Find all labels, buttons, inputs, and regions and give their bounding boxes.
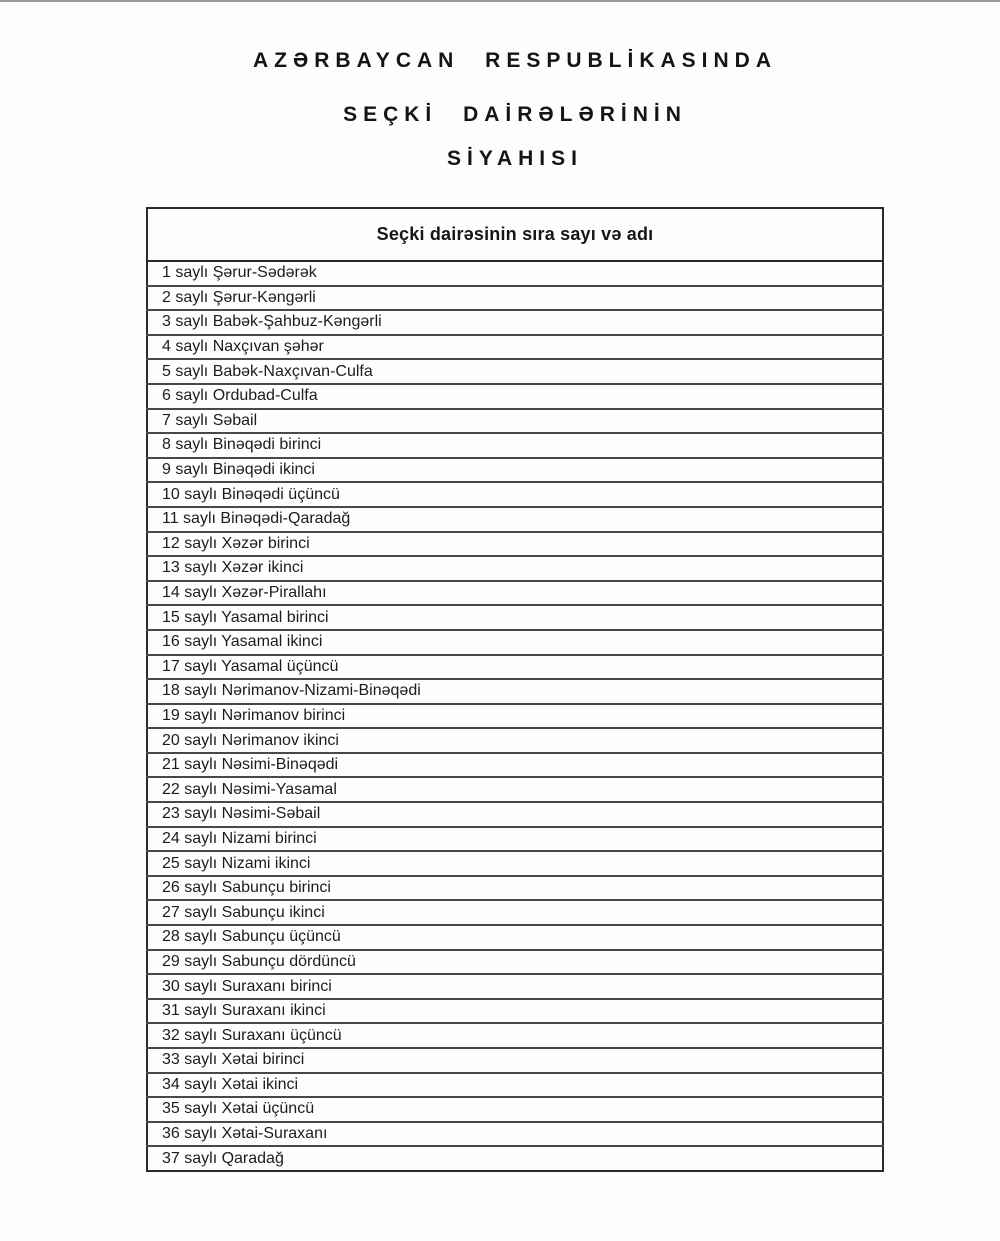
table-row (147, 482, 883, 507)
district-row-label: 9 saylı Binəqədi ikinci (162, 461, 315, 479)
district-row-label: 25 saylı Nizami ikinci (162, 854, 311, 872)
electoral-districts-table (146, 207, 884, 1172)
district-row-label: 4 saylı Naxçıvan şəhər (162, 338, 324, 356)
district-row-label: 5 saylı Babək-Naxçıvan-Culfa (162, 362, 373, 380)
district-row-label: 3 saylı Babək-Şahbuz-Kəngərli (162, 313, 382, 331)
table-row (147, 876, 883, 901)
district-row-label: 31 saylı Suraxanı ikinci (162, 1002, 326, 1020)
table-row (147, 655, 883, 680)
district-row-label: 12 saylı Xəzər birinci (162, 534, 310, 552)
district-row-label: 19 saylı Nərimanov birinci (162, 706, 346, 724)
district-row-label: 29 saylı Sabunçu dördüncü (162, 952, 356, 970)
district-row-label: 22 saylı Nəsimi-Yasamal (162, 780, 337, 798)
district-row-label: 16 saylı Yasamal ikinci (162, 633, 323, 651)
title-line-2: SEÇKİ DAİRƏLƏRİNİN (343, 103, 687, 126)
table-row (147, 753, 883, 778)
table-row (147, 605, 883, 630)
table-row (147, 1073, 883, 1098)
table-row (147, 532, 883, 557)
table-row (147, 827, 883, 852)
table-row (147, 728, 883, 753)
table-row (147, 925, 883, 950)
district-row-label: 24 saylı Nizami birinci (162, 829, 317, 847)
title-line-1: AZƏRBAYCAN RESPUBLİKASINDA (253, 49, 777, 72)
table-row (147, 1146, 883, 1171)
table-header-row (147, 208, 883, 261)
district-row-label: 18 saylı Nərimanov-Nizami-Binəqədi (162, 682, 421, 700)
table-row (147, 999, 883, 1024)
table-row (147, 777, 883, 802)
table-header-cell: Seçki dairəsinin sıra sayı və adı (147, 208, 883, 261)
district-row-label: 14 saylı Xəzər-Pirallahı (162, 584, 327, 602)
district-row-label: 34 saylı Xətai ikinci (162, 1075, 299, 1093)
table-row (147, 630, 883, 655)
document-title (0, 49, 1000, 171)
table-row (147, 974, 883, 999)
table-row (147, 433, 883, 458)
table-header (147, 208, 883, 261)
district-row-label: 33 saylı Xətai birinci (162, 1051, 305, 1069)
table-row (147, 409, 883, 434)
table-body (147, 261, 883, 1171)
table-row (147, 704, 883, 729)
district-row-label: 36 saylı Xətai-Suraxanı (162, 1125, 328, 1143)
table-row (147, 359, 883, 384)
district-row-label: 8 saylı Binəqədi birinci (162, 436, 322, 454)
district-row-label: 26 saylı Sabunçu birinci (162, 879, 331, 897)
district-row-label: 27 saylı Sabunçu ikinci (162, 903, 325, 921)
table-row (147, 384, 883, 409)
table-row (147, 1097, 883, 1122)
district-row-label: 2 saylı Şərur-Kəngərli (162, 288, 316, 306)
table-row (147, 458, 883, 483)
district-row-label: 6 saylı Ordubad-Culfa (162, 387, 318, 405)
district-row-label: 32 saylı Suraxanı üçüncü (162, 1026, 342, 1044)
table-row (147, 1048, 883, 1073)
district-row-label: 23 saylı Nəsimi-Səbail (162, 805, 321, 823)
table-row (147, 286, 883, 311)
district-row-label: 11 saylı Binəqədi-Qaradağ (162, 510, 351, 528)
table-row (147, 851, 883, 876)
table-row (147, 310, 883, 335)
district-row-label: 28 saylı Sabunçu üçüncü (162, 928, 341, 946)
district-row-label: 21 saylı Nəsimi-Binəqədi (162, 756, 339, 774)
table-row (147, 679, 883, 704)
district-row-label: 15 saylı Yasamal birinci (162, 608, 329, 626)
district-row-label: 7 saylı Səbail (162, 411, 258, 429)
table-row (147, 556, 883, 581)
district-row-label: 10 saylı Binəqədi üçüncü (162, 485, 340, 503)
district-row-label: 30 saylı Suraxanı birinci (162, 977, 332, 995)
district-row-label: 37 saylı Qaradağ (162, 1149, 284, 1167)
district-row-label: 13 saylı Xəzər ikinci (162, 559, 304, 577)
table-row (147, 507, 883, 532)
district-row-label: 20 saylı Nərimanov ikinci (162, 731, 339, 749)
table-row (147, 950, 883, 975)
district-row-label: 1 saylı Şərur-Sədərək (162, 264, 317, 282)
table-row (147, 261, 883, 286)
table-row (147, 1023, 883, 1048)
table-row (147, 802, 883, 827)
table-row (147, 335, 883, 360)
title-line-3: SİYAHISI (447, 147, 583, 170)
table-row (147, 900, 883, 925)
table-row (147, 1122, 883, 1147)
district-row-label: 35 saylı Xətai üçüncü (162, 1100, 315, 1118)
table-row (147, 581, 883, 606)
district-row-label: 17 saylı Yasamal üçüncü (162, 657, 339, 675)
